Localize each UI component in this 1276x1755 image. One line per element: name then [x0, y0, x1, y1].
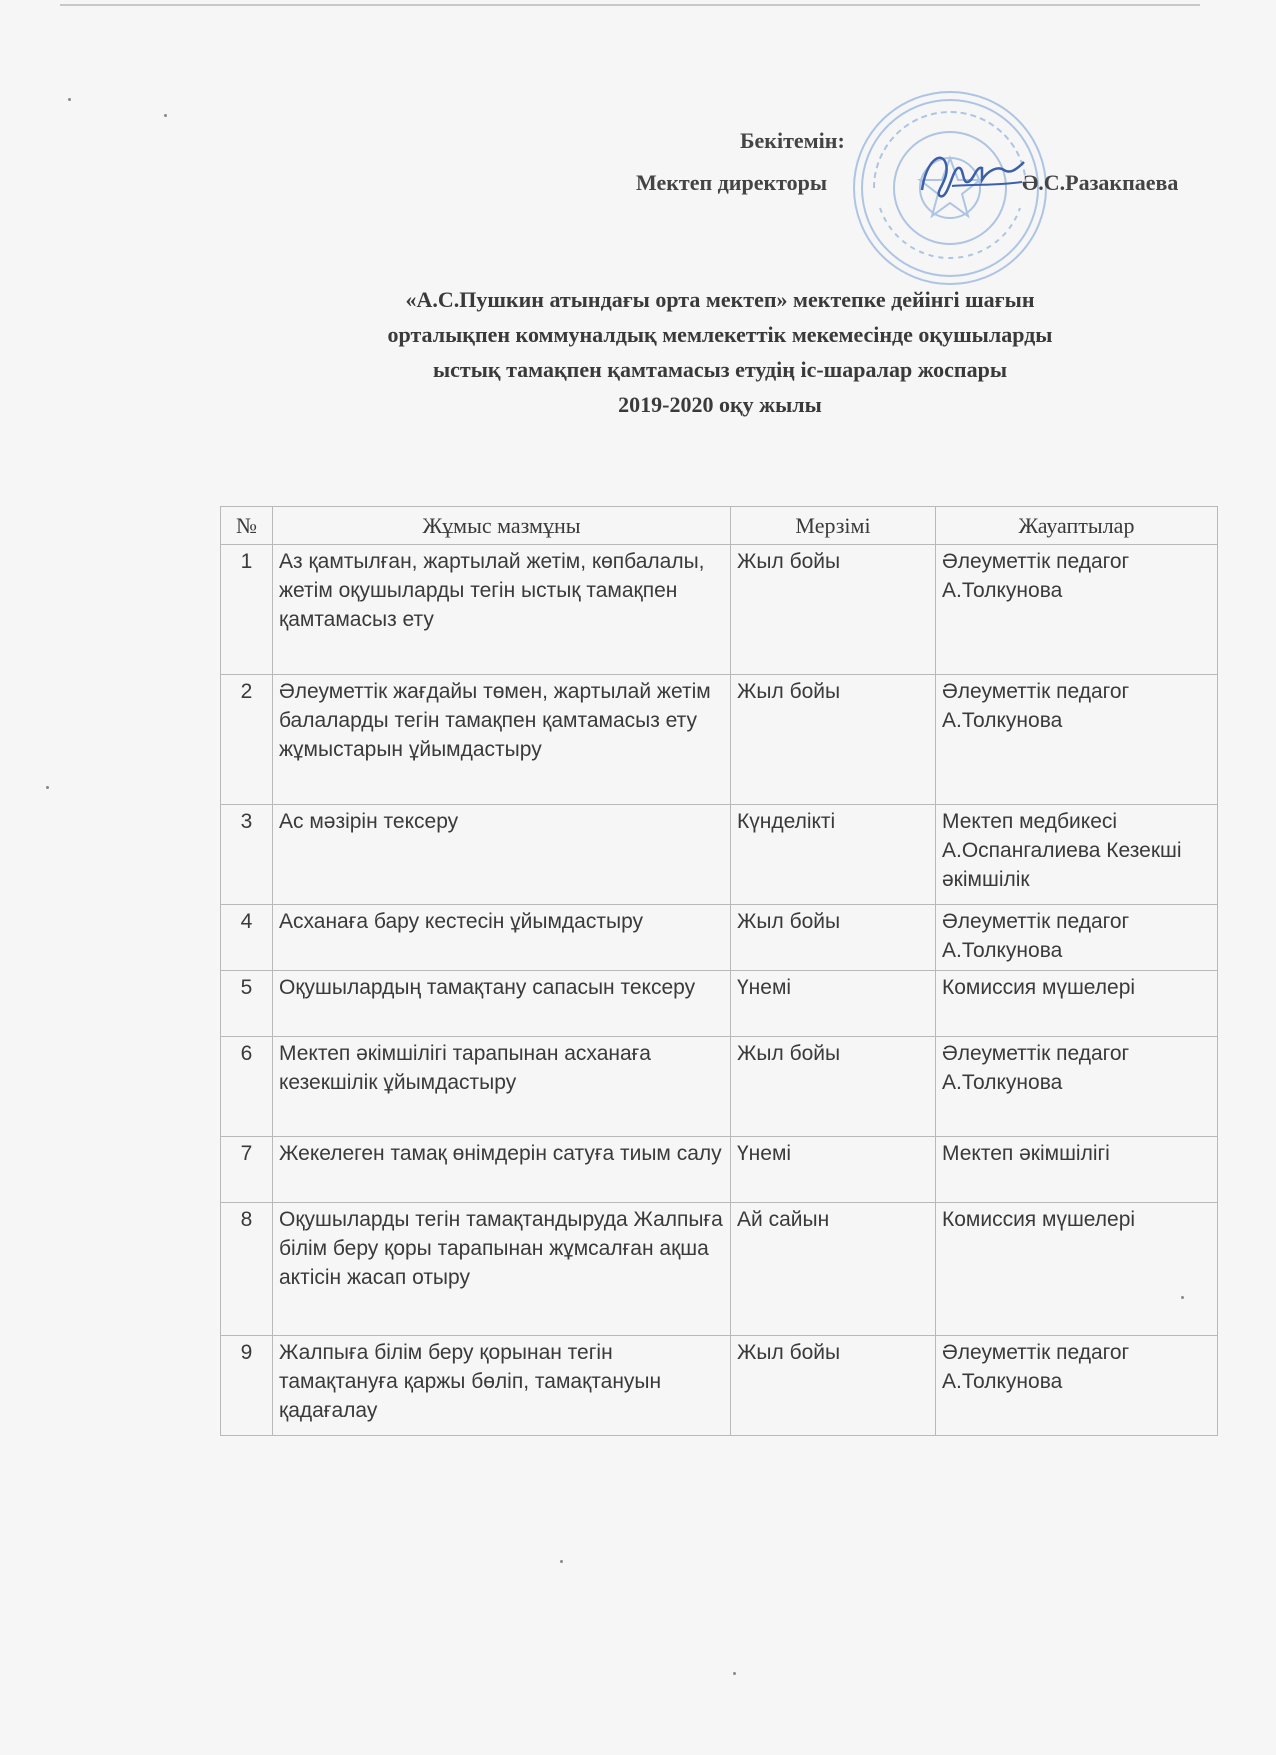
row-term: Үнемі — [731, 971, 936, 1037]
row-term: Үнемі — [731, 1137, 936, 1203]
scan-speck — [46, 786, 49, 789]
row-content: Оқушылардың тамақтану сапасын тексеру — [273, 971, 731, 1037]
row-responsible: Комиссия мүшелері — [936, 971, 1218, 1037]
table-row — [221, 971, 1218, 1037]
scan-speck — [733, 1672, 736, 1675]
table-row — [221, 1336, 1218, 1436]
row-content: Мектеп әкімшілігі тарапынан асханаға кезекшілік ұйымдастыру — [273, 1037, 731, 1137]
table-row — [221, 1203, 1218, 1336]
row-term: Ай сайын — [731, 1203, 936, 1336]
row-number: 1 — [221, 545, 273, 675]
row-responsible: Комиссия мүшелері — [936, 1203, 1218, 1336]
activity-plan-table — [220, 506, 1218, 1436]
title-line: ыстық тамақпен қамтамасыз етудің іс-шаралар жоспары — [432, 357, 1007, 382]
row-number: 4 — [221, 905, 273, 971]
row-content: Жекелеген тамақ өнімдерін сатуға тиым салу — [273, 1137, 731, 1203]
scan-speck — [68, 98, 71, 101]
row-responsible: Әлеуметтік педагог А.Толкунова — [936, 905, 1218, 971]
approval-block — [0, 128, 1276, 208]
header-number: № — [221, 507, 273, 545]
table-row — [221, 805, 1218, 905]
row-term: Жыл бойы — [731, 1037, 936, 1137]
table-row — [221, 1137, 1218, 1203]
table-header-row — [221, 507, 1218, 545]
row-number: 8 — [221, 1203, 273, 1336]
row-content: Ас мәзірін тексеру — [273, 805, 731, 905]
row-responsible: Әлеуметтік педагог А.Толкунова — [936, 545, 1218, 675]
table-row — [221, 675, 1218, 805]
row-number: 6 — [221, 1037, 273, 1137]
row-term: Жыл бойы — [731, 545, 936, 675]
row-number: 5 — [221, 971, 273, 1037]
row-number: 2 — [221, 675, 273, 805]
row-responsible: Әлеуметтік педагог А.Толкунова — [936, 675, 1218, 805]
row-content: Асханаға бару кестесін ұйымдастыру — [273, 905, 731, 971]
header-content: Жұмыс мазмұны — [273, 507, 731, 545]
row-content: Жалпыға білім беру қорынан тегін тамақтануға қаржы бөліп, тамақтануын қадағалау — [273, 1336, 731, 1436]
header-term: Мерзімі — [731, 507, 936, 545]
row-responsible: Әлеуметтік педагог А.Толкунова — [936, 1037, 1218, 1137]
table-row — [221, 905, 1218, 971]
scan-speck — [164, 114, 167, 117]
row-responsible: Мектеп медбикесі А.Оспангалиева Кезекші әкімшілік — [936, 805, 1218, 905]
scan-edge-line — [60, 4, 1200, 6]
row-content: Әлеуметтік жағдайы төмен, жартылай жетім балаларды тегін тамақпен қамтамасыз ету жұмыстарын ұйымдастыру — [273, 675, 731, 805]
row-number: 3 — [221, 805, 273, 905]
title-line: орталықпен коммуналдық мемлекеттік мекемесінде оқушыларды — [387, 322, 1053, 347]
row-number: 7 — [221, 1137, 273, 1203]
row-content: Аз қамтылған, жартылай жетім, көпбалалы, жетім оқушыларды тегін ыстық тамақпен қамтамасыз ету — [273, 545, 731, 675]
row-term: Жыл бойы — [731, 675, 936, 805]
row-responsible: Әлеуметтік педагог А.Толкунова — [936, 1336, 1218, 1436]
director-name: Ә.С.Разакпаева — [1022, 170, 1179, 195]
approval-title: Бекітемін: — [740, 128, 845, 153]
row-number: 9 — [221, 1336, 273, 1436]
director-role: Мектеп директоры — [636, 170, 828, 195]
row-term: Күнделікті — [731, 805, 936, 905]
header-responsible: Жауаптылар — [936, 507, 1218, 545]
row-term: Жыл бойы — [731, 905, 936, 971]
table-row — [221, 1037, 1218, 1137]
academic-year: 2019-2020 оқу жылы — [618, 392, 822, 417]
document-title — [240, 282, 1200, 422]
row-term: Жыл бойы — [731, 1336, 936, 1436]
scan-speck — [560, 1560, 563, 1563]
title-line: «А.С.Пушкин атындағы орта мектеп» мектепке дейінгі шағын — [405, 287, 1035, 312]
row-responsible: Мектеп әкімшілігі — [936, 1137, 1218, 1203]
row-content: Оқушыларды тегін тамақтандыруда Жалпыға білім беру қоры тарапынан жұмсалған ақша актісін жасап отыру — [273, 1203, 731, 1336]
table-row — [221, 545, 1218, 675]
